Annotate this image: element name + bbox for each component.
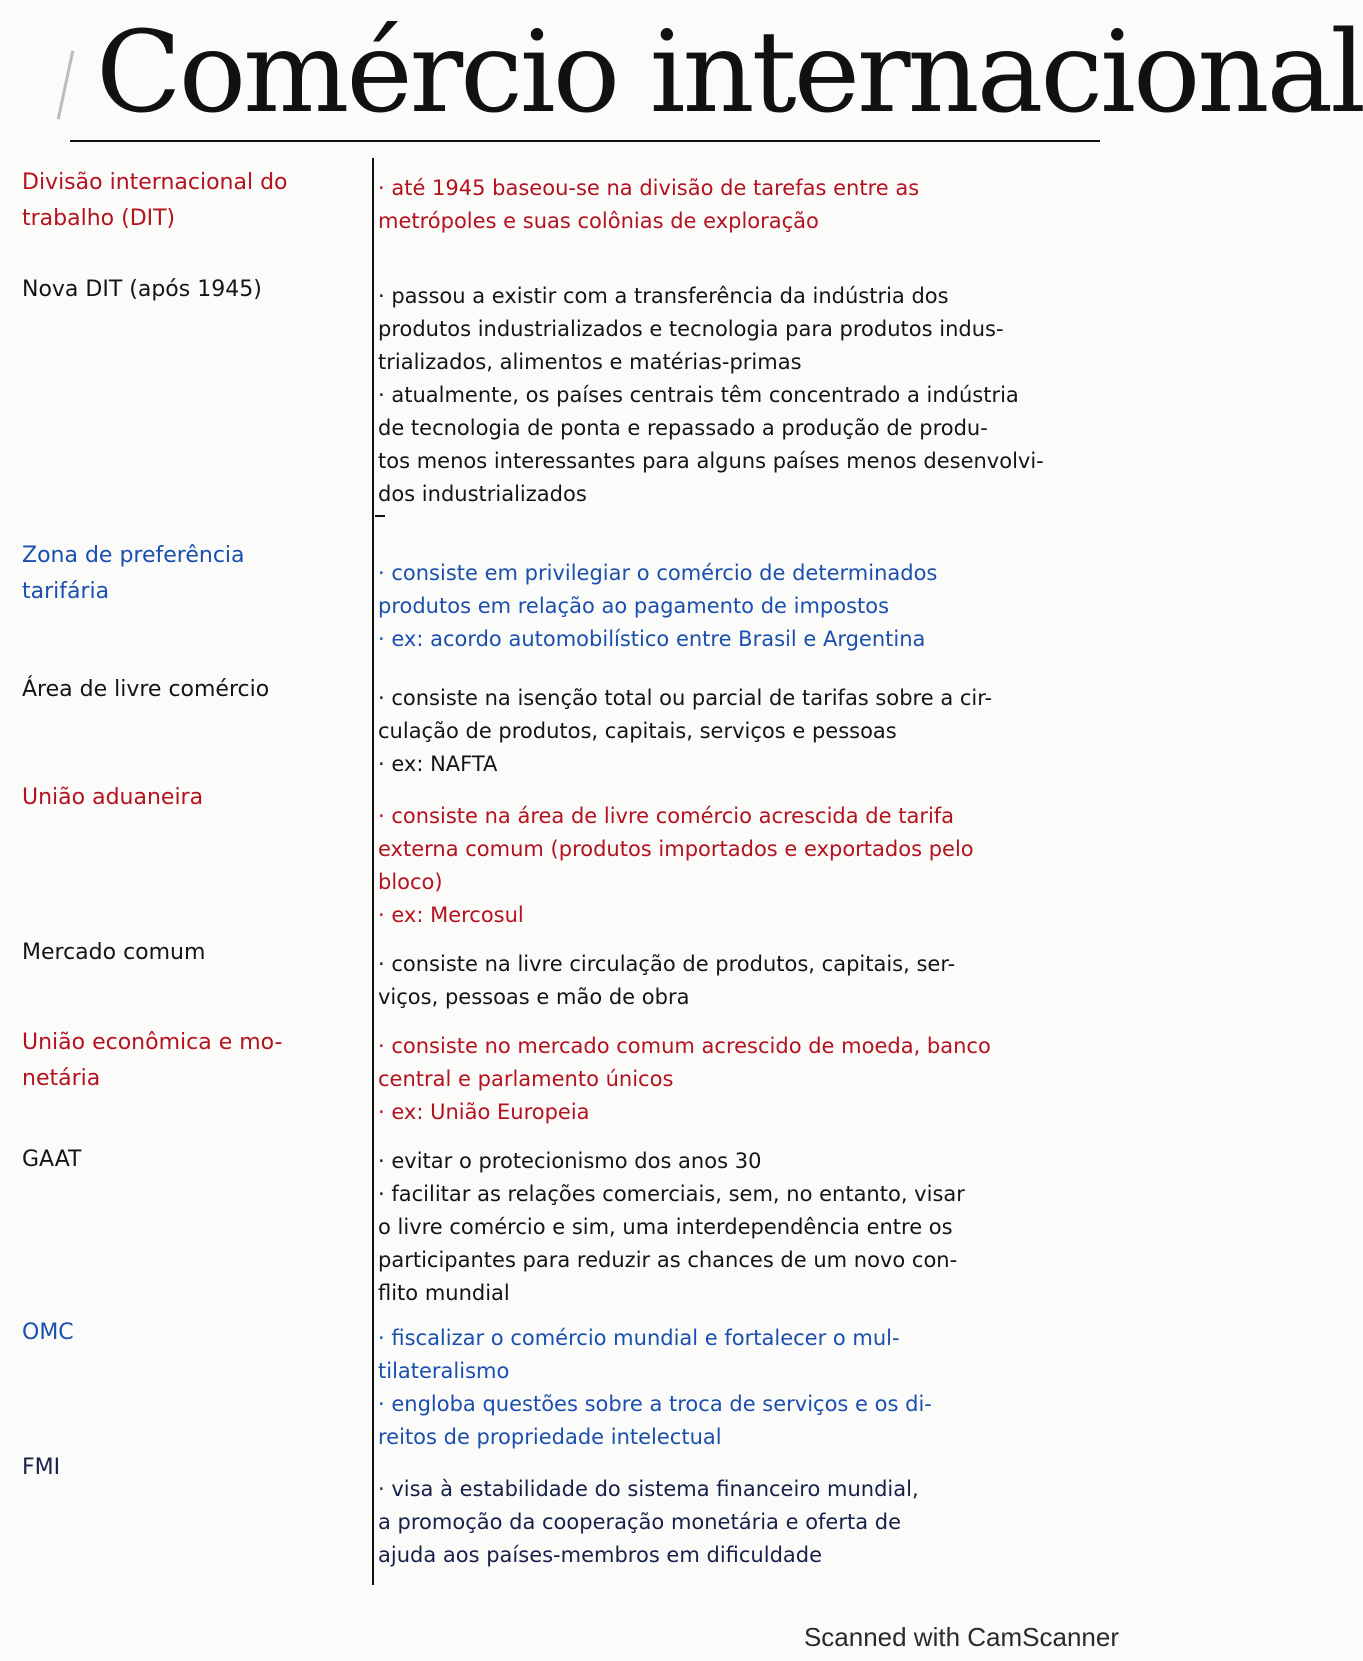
bullet: · consiste no mercado comum acrescido de moeda, banco central e parlamento únicos — [378, 1034, 991, 1091]
term-area-livre-comercio: Área de livre comércio — [22, 677, 270, 702]
term-uniao-aduaneira: União aduaneira — [22, 785, 204, 810]
term-fmi: FMI — [22, 1455, 61, 1480]
bullet: · consiste na livre circulação de produtos, capitais, ser- viços, pessoas e mão de obra — [378, 952, 956, 1009]
bullet: · atualmente, os países centrais têm concentrado a indústria de tecnologia de ponta e repassado a produção de produ- tos menos interessantes para alguns países menos desenvolvi- dos industrializados — [378, 383, 1044, 506]
definition-area-livre-comercio — [378, 682, 1108, 781]
bullet: · ex: Mercosul — [378, 903, 524, 927]
bullet: · ex: acordo automobilístico entre Brasil e Argentina — [378, 627, 926, 651]
bullet: · fiscalizar o comércio mundial e fortalecer o mul- tilateralismo — [378, 1326, 900, 1383]
term-nova-dit: Nova DIT (após 1945) — [22, 277, 262, 302]
bullet: · engloba questões sobre a troca de serviços e os di- reitos de propriedade intelectual — [378, 1392, 932, 1449]
row-marker — [375, 515, 385, 517]
page-title: Comércio internacional — [96, 8, 1363, 138]
bullet: · facilitar as relações comerciais, sem, no entanto, visar o livre comércio e sim, uma interdependência entre os participantes para reduzir as chances de um novo con- flito mundial — [378, 1182, 965, 1305]
margin-mark — [57, 50, 74, 119]
bullet: · ex: União Europeia — [378, 1100, 590, 1124]
bullet: · visa à estabilidade do sistema financeiro mundial, a promoção da cooperação monetária e oferta de ajuda aos países-membros em dificuldade — [378, 1477, 919, 1567]
definition-nova-dit — [378, 280, 1108, 511]
definition-mercado-comum — [378, 948, 1108, 1014]
definition-uniao-aduaneira — [378, 800, 1108, 932]
bullet: · evitar o protecionismo dos anos 30 — [378, 1149, 762, 1173]
bullet: · ex: NAFTA — [378, 752, 498, 776]
definition-gaat — [378, 1145, 1108, 1310]
title-underline — [70, 140, 1100, 142]
term-gaat: GAAT — [22, 1147, 82, 1172]
term-omc: OMC — [22, 1320, 74, 1345]
bullet: · até 1945 baseou-se na divisão de tarefas entre as metrópoles e suas colônias de exploração — [378, 176, 920, 233]
scanner-watermark: Scanned with CamScanner — [803, 1622, 1119, 1652]
definition-zona-preferencia — [378, 557, 1108, 656]
definition-uniao-economica — [378, 1030, 1108, 1129]
term-mercado-comum: Mercado comum — [22, 940, 206, 965]
term-zona-preferencia: Zona de preferência tarifária — [22, 543, 245, 604]
term-uniao-economica: União econômica e mo- netária — [22, 1030, 283, 1091]
column-divider — [372, 158, 374, 1585]
bullet: · consiste na área de livre comércio acrescida de tarifa externa comum (produtos importados e exportados pelo bloco) — [378, 804, 974, 894]
definition-omc — [378, 1322, 1108, 1454]
definition-fmi — [378, 1473, 1108, 1572]
bullet: · consiste em privilegiar o comércio de determinados produtos em relação ao pagamento de impostos — [378, 561, 938, 618]
bullet: · passou a existir com a transferência da indústria dos produtos industrializados e tecnologia para produtos indus- trializados, alimentos e matérias-primas — [378, 284, 1004, 374]
definition-dit — [378, 172, 1108, 238]
bullet: · consiste na isenção total ou parcial de tarifas sobre a cir- culação de produtos, capitais, serviços e pessoas — [378, 686, 993, 743]
term-dit: Divisão internacional do trabalho (DIT) — [22, 170, 288, 231]
